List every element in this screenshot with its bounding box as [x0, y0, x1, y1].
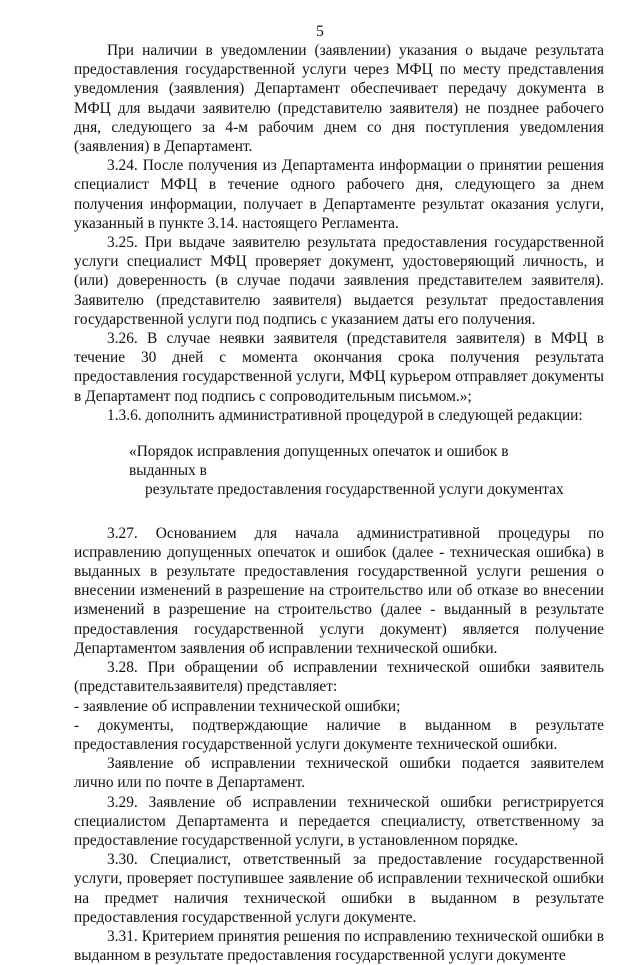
list-item-application: - заявление об исправлении технической ошибки; [74, 697, 401, 715]
page-number: 5 [316, 23, 324, 40]
paragraph-3-31: 3.31. Критерием принятия решения по исправлению технической ошибки в выданном в результате предоставления государственной услуги документе [74, 927, 604, 965]
paragraph-3-28: 3.28. При обращении об исправлении технической ошибки заявитель (представительзаявителя) представляет: [74, 659, 604, 696]
document-body [74, 41, 604, 965]
paragraph-delivery-via-mfc: При наличии в уведомлении (заявлении) указания о выдаче результата предоставления государственной услуги через МФЦ по месту представления уведомления (заявления) Департамент обеспечивает передачу документа в МФЦ для выдачи заявителю (представителю заявителя) не позднее рабочего дня, следующего за 4-м рабочим днем со дня поступления уведомления (заявления) в Департамент. [74, 42, 604, 156]
section-heading-line-2: результате предоставления государственной услуги документах [145, 481, 564, 499]
section-heading-line-1: «Порядок исправления допущенных опечаток и ошибок в выданных в [129, 443, 509, 480]
paragraph-application-submission: Заявление об исправлении технической ошибки подается заявителем лично или по почте в Департамент. [74, 755, 604, 792]
section-heading [74, 442, 604, 500]
paragraph-3-26: 3.26. В случае неявки заявителя (представителя заявителя) в МФЦ в течение 30 дней с момента окончания срока получения результата предоставления государственной услуги, МФЦ курьером отправляет документы в Департамент под подпись с сопроводительным письмом.»; [74, 330, 604, 405]
paragraph-3-29: 3.29. Заявление об исправлении технической ошибки регистрируется специалистом Департамента и передается специалисту, ответственному за предоставление государственной услуги, в установленном порядке. [74, 793, 604, 849]
paragraph-1-3-6: 1.3.6. дополнить административной процедурой в следующей редакции: [107, 406, 583, 424]
paragraph-3-27: 3.27. Основанием для начала административной процедуры по исправлению допущенных опечаток и ошибок (далее - техническая ошибка) в выданных в результате предоставления государственной услуги решения о внесении изменений в разрешение на строительство или об отказе во внесении изменений в разрешение на строительство (далее - выданный в результате предоставления государственной услуги документ) является получение Департаментом заявления об исправлении технической ошибки. [74, 524, 604, 657]
paragraph-3-30: 3.30. Специалист, ответственный за предоставление государственной услуги, проверяет поступившее заявление об исправлении технической ошибки на предмет наличия технической ошибки в выданном в результате предоставления государственной услуги документе. [74, 851, 604, 926]
list-item-documents: - документы, подтверждающие наличие в выданном в результате предоставления государственной услуги документе технической ошибки. [74, 716, 604, 753]
paragraph-3-25: 3.25. При выдаче заявителю результата предоставления государственной услуги специалист МФЦ проверяет документ, удостоверяющий личность, и (или) доверенность (в случае подачи заявления представителем заявителя). Заявителю (представителю заявителя) выдается результат предоставления государственной услуги под подпись с указанием даты его получения. [74, 234, 604, 328]
paragraph-3-24: 3.24. После получения из Департамента информации о принятии решения специалист МФЦ в течение одного рабочего дня, следующего за днем получения информации, получает в Департаменте результат оказания услуги, указанный в пункте 3.14. настоящего Регламента. [74, 157, 604, 232]
